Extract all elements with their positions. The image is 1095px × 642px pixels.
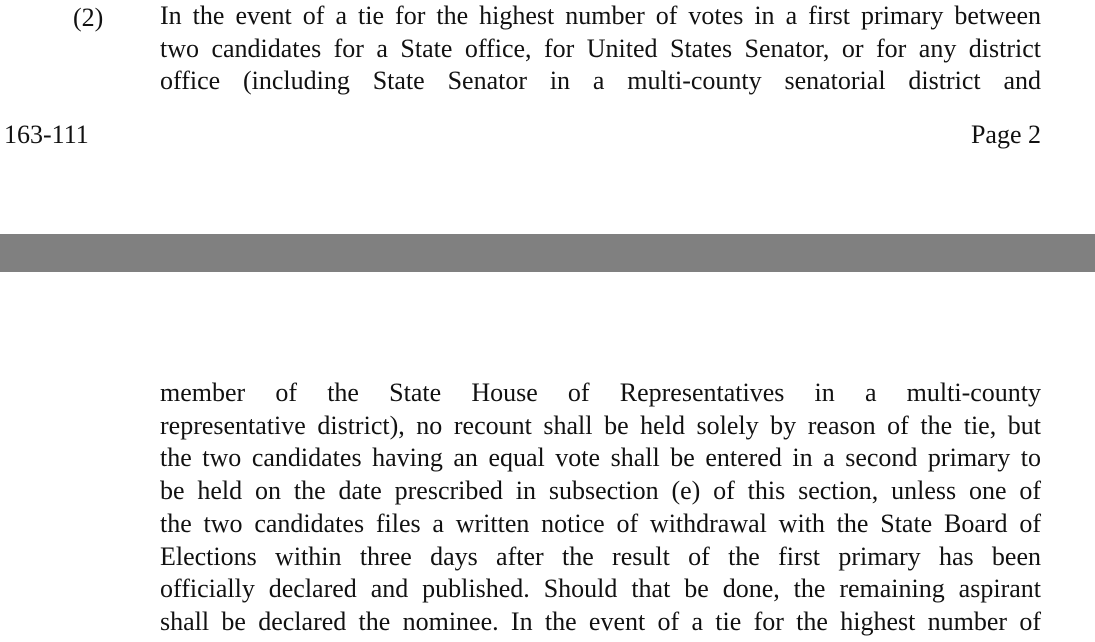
text-line: member of the State House of Representatives in a multi-county [160, 378, 1041, 407]
page-footer-page-number: Page 2 [970, 120, 1041, 149]
text-line: the two candidates files a written notice of withdrawal with the State Board of [160, 508, 1041, 538]
text-line: the two candidates having an equal vote shall be entered in a second primary to [160, 443, 1041, 473]
document-page-1 [0, 0, 1095, 234]
paragraph-top [160, 0, 1041, 98]
text-line: In the event of a tie for the highest number of votes in a first primary between [160, 1, 1041, 30]
text-line: two candidates for a State office, for United States Senator, or for any district [160, 33, 1041, 63]
text-line: Elections within three days after the result of the first primary has been [160, 541, 1041, 571]
page-separator [0, 234, 1095, 272]
page-footer-statute-number: 163-111 [4, 120, 89, 149]
text-line: officially declared and published. Should that be done, the remaining aspirant [160, 574, 1041, 604]
text-line: representative district), no recount shall be held solely by reason of the tie, but [160, 410, 1041, 440]
text-line: shall be declared the nominee. In the event of a tie for the highest number of [160, 606, 1041, 636]
paragraph-bottom [160, 377, 1041, 639]
text-line: office (including State Senator in a multi-county senatorial district and [160, 66, 1041, 96]
text-line: be held on the date prescribed in subsection (e) of this section, unless one of [160, 476, 1041, 506]
list-item-number: (2) [73, 3, 104, 32]
